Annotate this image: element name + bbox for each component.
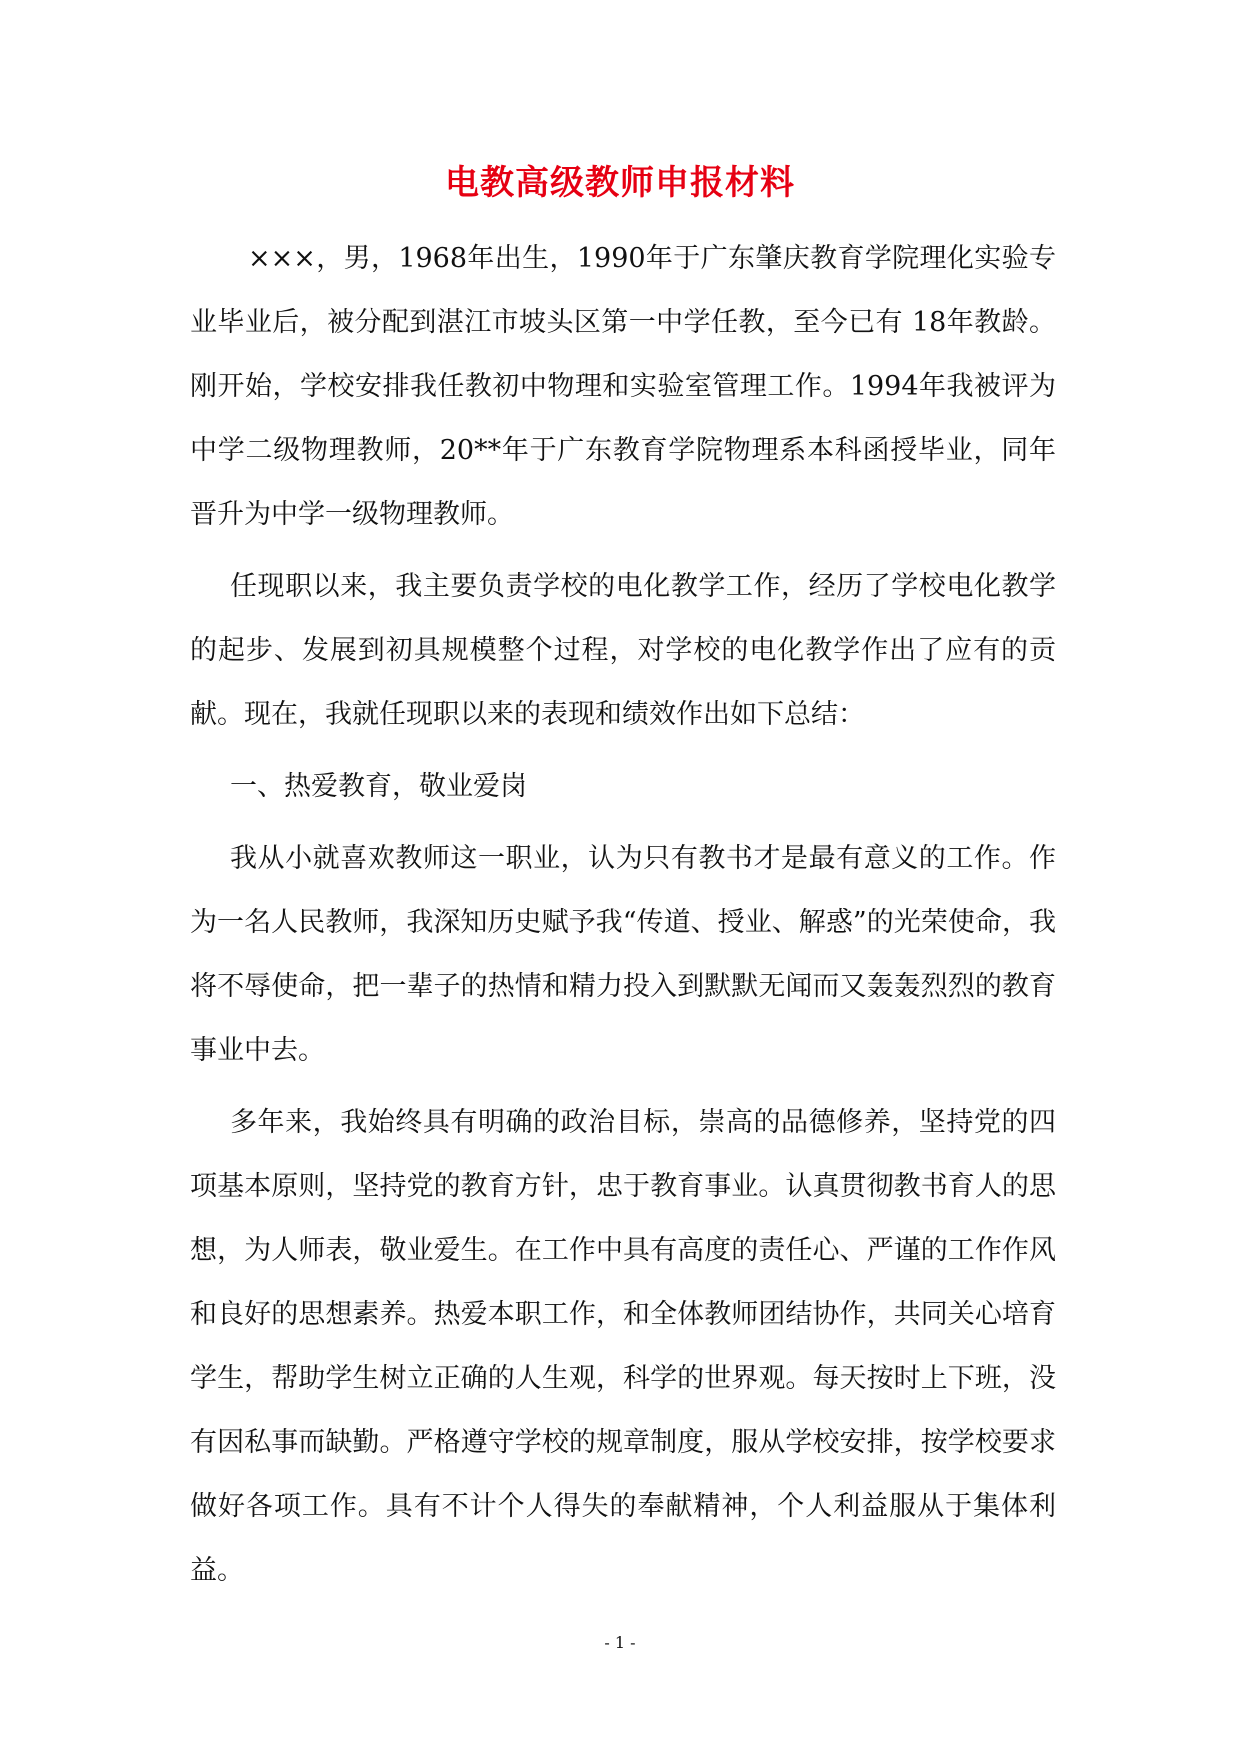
document-title: 电教高级教师申报材料 [445,163,795,203]
paragraph-2: 任现职以来，我主要负责学校的电化教学工作，经历了学校电化教学的起步、发展到初具规模整个过程，对学校的电化教学作出了应有的贡献。现在，我就任现职以来的表现和绩效作出如下总结： [190,571,1056,730]
paragraph-4: 多年来，我始终具有明确的政治目标，崇高的品德修养，坚持党的四项基本原则，坚持党的教育方针，忠于教育事业。认真贯彻教书育人的思想，为人师表，敬业爱生。在工作中具有高度的责任心、严谨的工作作风和良好的思想素养。热爱本职工作，和全体教师团结协作，共同关心培育学生，帮助学生树立正确的人生观，科学的世界观。每天按时上下班，没有因私事而缺勤。严格遵守学校的规章制度，服从学校安排，按学校要求做好各项工作。具有不计个人得失的奉献精神，个人利益服从于集体利益。 [190,1107,1056,1586]
section-heading-1: 一、热爱教育，敬业爱岗 [230,771,527,802]
page-number: - 1 - [604,1633,636,1652]
paragraph-3: 我从小就喜欢教师这一职业，认为只有教书才是最有意义的工作。作为一名人民教师，我深知历史赋予我“传道、授业、解惑”的光荣使命，我将不辱使命，把一辈子的热情和精力投入到默默无闻而又轰轰烈烈的教育事业中去。 [190,843,1056,1066]
document-body [190,227,1056,1611]
paragraph-1: ×××，男，1968年出生，1990年于广东肇庆教育学院理化实验专业毕业后，被分配到湛江市坡头区第一中学任教，至今已有 18年教龄。刚开始，学校安排我任教初中物理和实验室管理工作。1994年我被评为中学二级物理教师，20**年于广东教育学院物理系本科函授毕业，同年晋升为中学一级物理教师。 [190,243,1056,530]
